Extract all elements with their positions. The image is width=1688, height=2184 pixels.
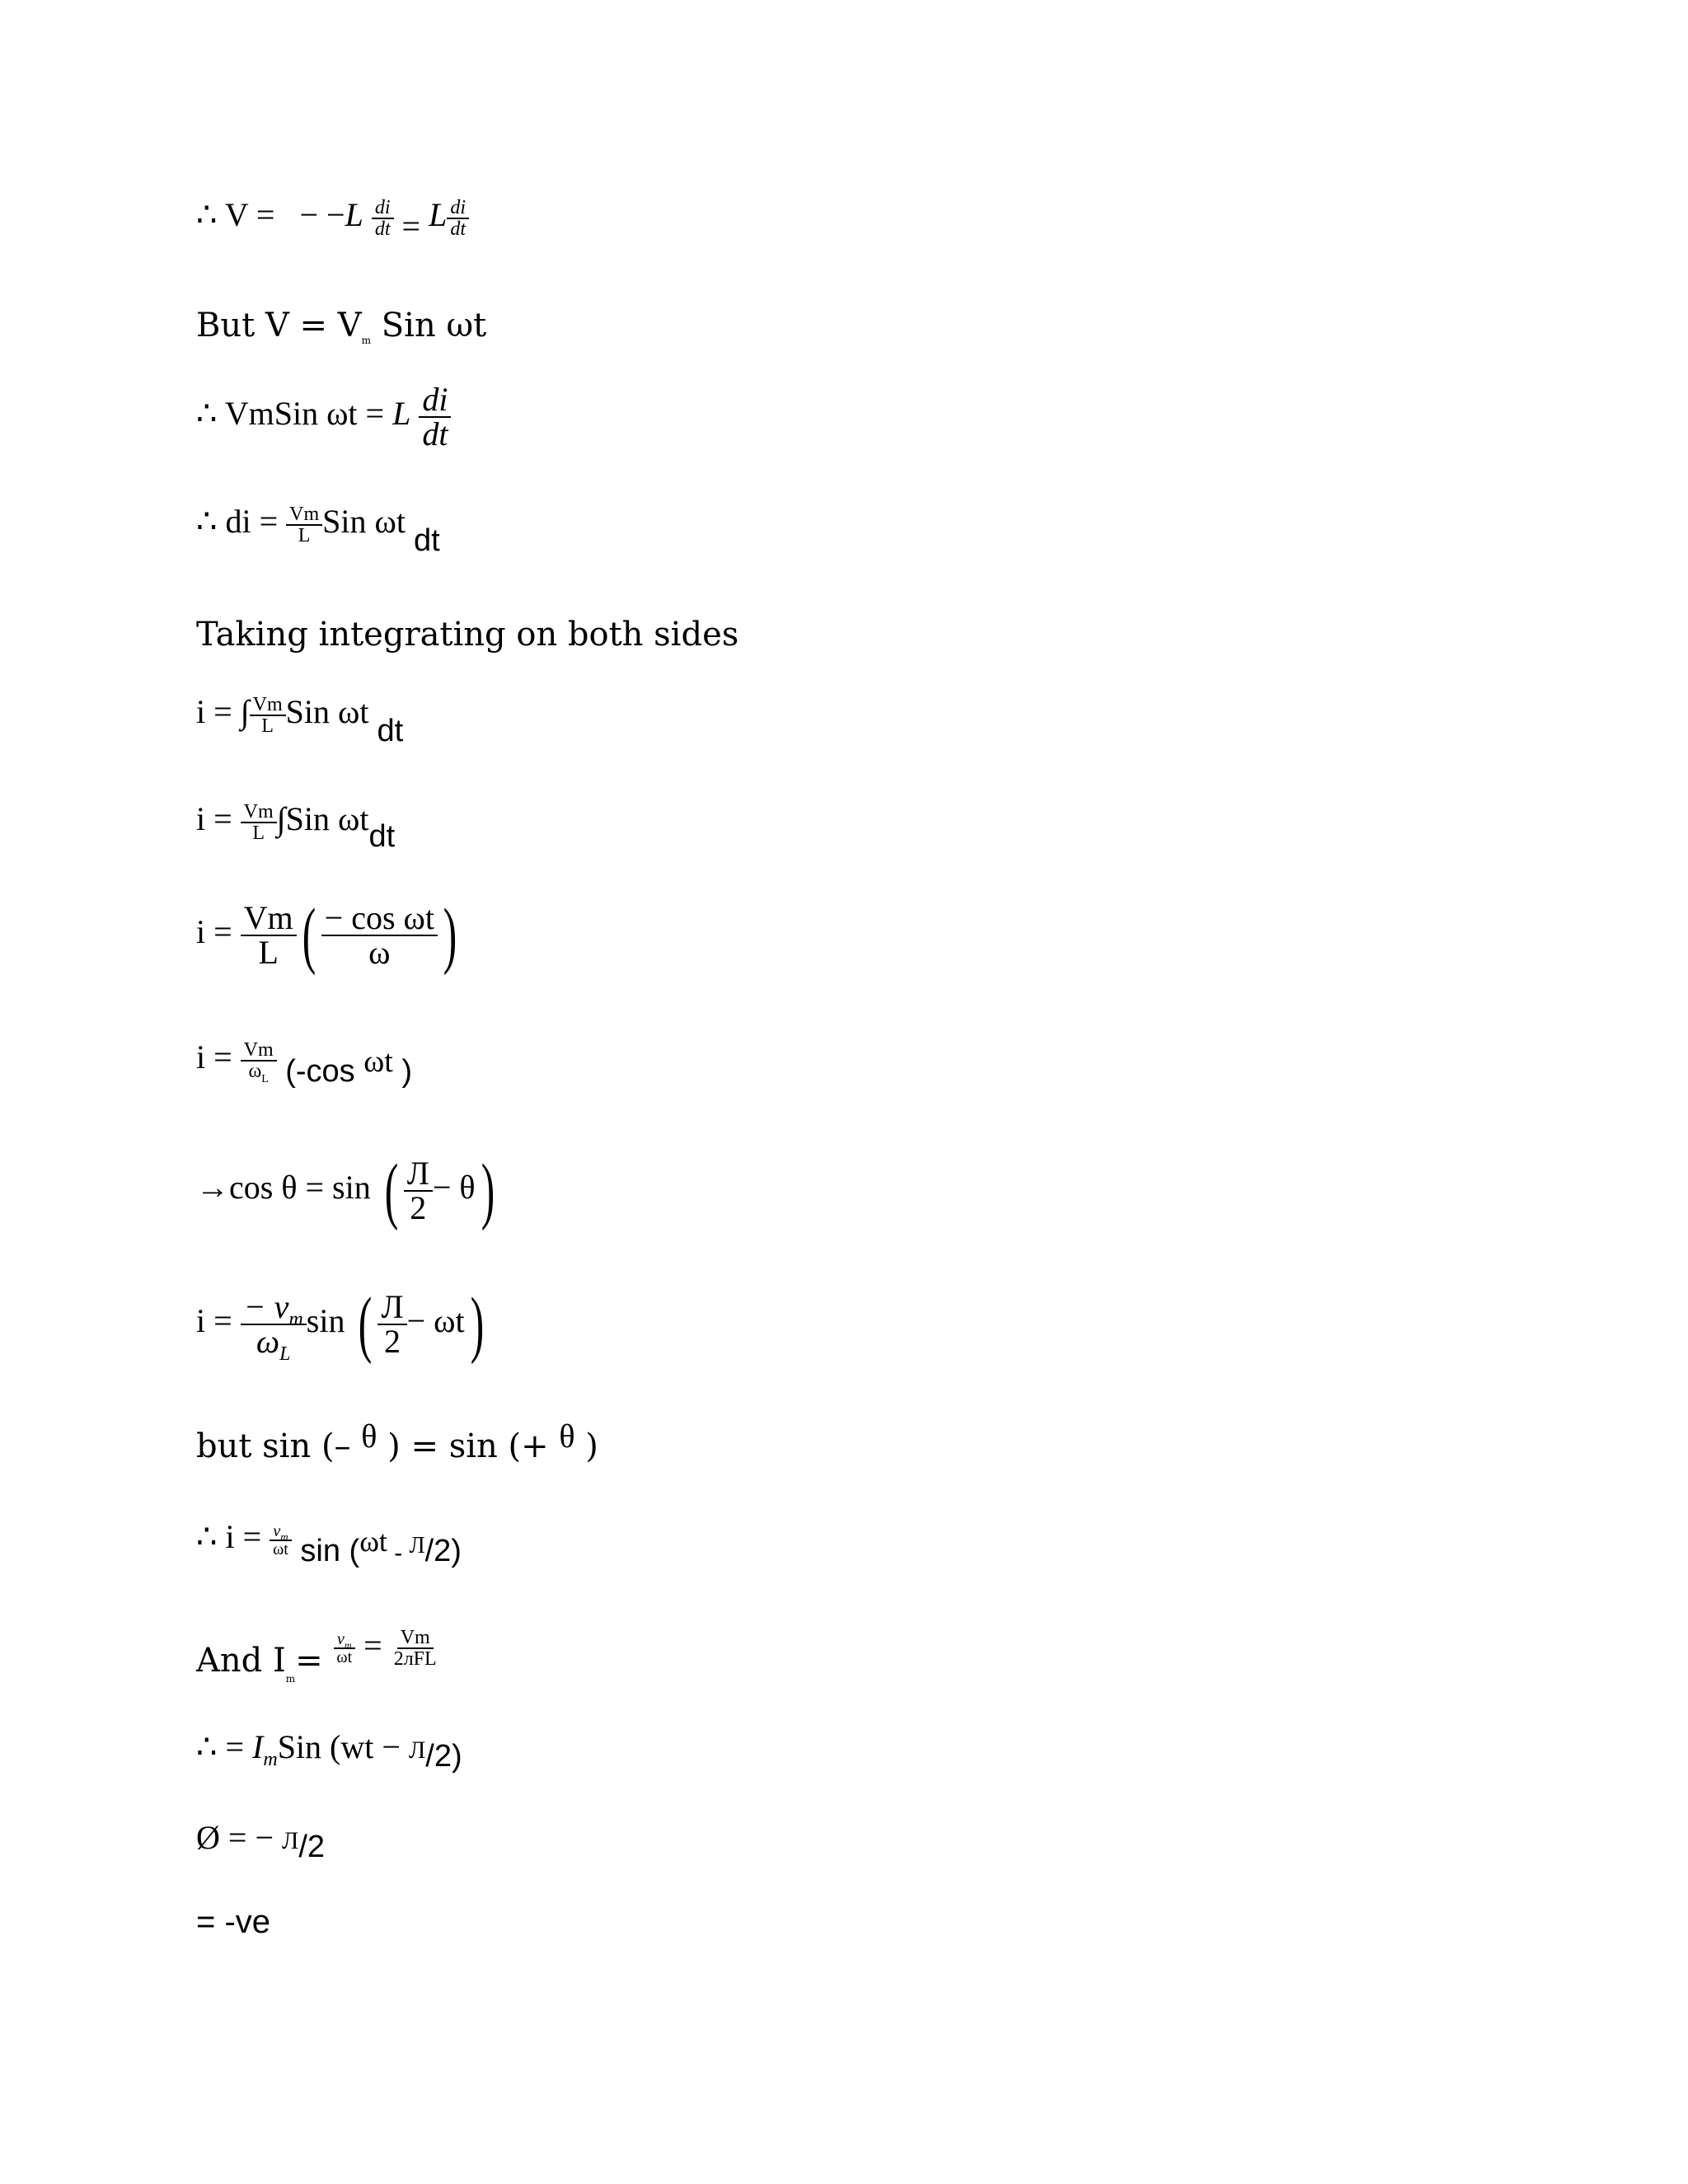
equation-lhs: i = [196,800,241,838]
text-segment: ) [574,1427,598,1465]
fraction-numerator: di [447,198,469,219]
equation-lhs: ∴ = [196,1728,253,1765]
sin-expression: Sin (wt − [277,1728,409,1765]
fraction-di-dt [372,198,394,239]
subscript-m: m [361,335,372,346]
equation-voltage-inductor [196,196,469,246]
fraction-numerator: Л [404,1157,433,1192]
inductance-symbol: L [392,395,411,433]
fraction-cos-omega [321,899,438,971]
text-segment: - [387,1540,410,1567]
fraction-denominator: L [261,715,274,737]
fraction-denominator: ω [256,1323,280,1360]
minus-theta: − θ [432,1169,476,1207]
text-segment: ) [392,1054,413,1090]
text-segment: And I [196,1642,286,1680]
fraction-vm-l [286,504,322,546]
inductance-symbol: L [345,196,363,234]
equation-current-final [196,1728,462,1774]
right-paren: ) [443,894,457,976]
equals-sign: = [355,1627,391,1664]
fraction-vm-omega [241,1039,277,1085]
right-paren: ) [481,1150,495,1231]
fraction-numerator: di [419,383,451,418]
fraction-denominator: ωt [273,1540,288,1558]
minus-signs: − − [299,196,345,234]
paragraph-text: Taking integrating on both sides [196,616,739,654]
equation-integral-1 [196,693,404,749]
minus-omega-t: − ωt [406,1302,465,1340]
left-paren: ( [302,894,316,976]
fraction-denominator: dt [422,415,448,452]
fraction-denominator: 2 [410,1189,427,1226]
text-segment: /2) [425,1739,462,1774]
subscript-m: m [288,1309,303,1330]
equation-i-phase [196,1518,462,1568]
subscript-m: m [285,1673,296,1685]
equation-lhs: i = [196,693,241,731]
fraction-vm-omega-t [270,1523,292,1558]
theta-symbol: θ [361,1418,377,1455]
fraction-di-dt [419,383,451,451]
subscript-m: m [280,1530,288,1543]
fraction-numerator: Vm [286,504,322,526]
omega-t: ωt [363,1044,393,1080]
text-segment: /2) [424,1534,462,1568]
equation-im [196,1627,440,1685]
equation-di [196,503,440,559]
fraction-numerator: Vm [241,902,297,936]
equation-vm-sin [196,383,451,451]
integral-sign: ∫ [240,693,250,731]
text-segment: /2 [298,1830,326,1864]
fraction-numerator: − v [243,1288,289,1325]
identity-sin-negative [196,1418,598,1465]
fraction-vm-l [241,899,297,971]
fraction-denominator: ω [368,934,391,971]
text-segment: ) = sin (+ [377,1427,560,1465]
therefore-v: ∴ V = [196,196,275,234]
equation-cos-result [196,894,462,976]
equation-lhs: i = [196,1038,241,1076]
integral-sign: ∫ [276,800,286,838]
theta-symbol: θ [559,1418,575,1455]
differential-dt: dt [368,819,396,855]
pi-symbol: Л [282,1827,299,1854]
fraction-di-dt [447,198,469,239]
equation-rhs: Sin ωt [285,693,369,731]
fraction-vm-omega [241,1288,307,1365]
conclusion-negative [196,1905,270,1938]
fraction-vm-2pi-fl [391,1628,440,1669]
text-segment: But V = V [196,307,362,344]
fraction-numerator: Vm [397,1628,434,1649]
omega-t: ωt [359,1525,387,1558]
fraction-denominator: 2 [384,1323,401,1360]
identity-cos-sin [196,1150,500,1231]
equation-i-sin [196,1283,490,1365]
identity-lhs: →cos θ = sin [196,1169,379,1207]
subscript-m: m [263,1749,278,1770]
fraction-denominator: dt [374,218,391,240]
fraction-numerator: Vm [250,695,286,716]
fraction-denominator: 2лFL [393,1648,437,1670]
equation-i-cos [196,1038,413,1090]
fraction-pi-2 [377,1288,406,1360]
equation-lhs: Ø = − [196,1819,283,1856]
text-segment: sin ( [291,1534,360,1568]
differential-dt: dt [377,714,404,749]
fraction-denominator: ωt [336,1648,353,1666]
text-segment: (-cos [276,1054,364,1090]
paragraph-integrating [196,616,739,654]
equation-lhs: ∴ VmSin ωt = [196,395,393,433]
equals-sign: = [401,208,421,246]
equation-v-sine [196,307,487,346]
text-segment: Sin ωt [371,307,487,344]
fraction-denominator: ω [248,1061,262,1082]
left-paren: ( [384,1150,398,1231]
fraction-numerator: Л [377,1291,406,1325]
text-segment: but sin (– [196,1427,362,1465]
fraction-numerator: − cos ωt [321,902,438,936]
pi-symbol: Л [409,1533,425,1558]
differential-dt: dt [413,523,440,559]
fraction-denominator: L [258,934,279,971]
left-paren: ( [359,1283,373,1365]
equation-lhs: ∴ di = [196,503,287,541]
equation-integral-2 [196,800,396,855]
fraction-denominator: L [252,823,265,844]
equals-sign: = [295,1642,334,1680]
fraction-pi-2 [404,1157,433,1225]
subscript-l: L [279,1343,291,1365]
fraction-vm-l [250,695,286,736]
fraction-vm-l [241,802,277,843]
current-symbol: I [252,1728,264,1765]
pi-symbol: Л [408,1736,426,1764]
equation-phase-angle [196,1819,326,1864]
equation-rhs: Sin ωt [322,503,406,541]
fraction-numerator: Vm [241,802,277,823]
fraction-numerator: v [336,1630,345,1648]
fraction-vm-omega-t [333,1631,355,1666]
fraction-numerator: di [372,198,394,219]
inductance-symbol: L [429,196,448,234]
fraction-numerator: Vm [241,1040,277,1062]
sin-function: sin [306,1302,354,1340]
subscript-l: L [261,1072,269,1085]
fraction-denominator: dt [450,218,466,240]
paragraph-text: = -ve [196,1904,271,1940]
right-paren: ) [470,1283,484,1365]
fraction-denominator: L [298,525,311,546]
equation-lhs: i = [196,1302,241,1340]
equation-lhs: i = [196,913,241,951]
fraction-numerator: v [273,1521,281,1540]
equation-lhs: ∴ i = [196,1518,270,1555]
equation-rhs: Sin ωt [285,800,369,838]
subscript-m: m [344,1639,352,1651]
